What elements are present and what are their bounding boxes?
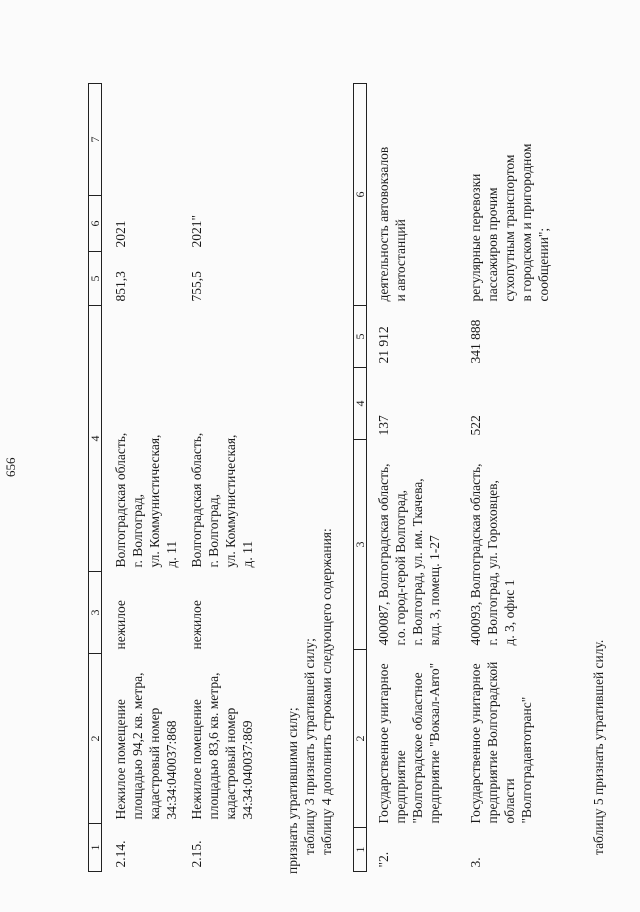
header-cell: 5 <box>89 252 102 306</box>
property-name: Нежилое помещение площадью 94,2 кв. метра, кадастровый номер 34:34:040037:868 <box>113 672 179 820</box>
table-row <box>367 84 463 872</box>
header-cell: 6 <box>89 196 102 252</box>
page-number: 656 <box>3 457 18 477</box>
property-address: Волгоградская область, г. Волгоград, ул. Коммунистическая, д. 11 <box>113 432 179 568</box>
enterprise-name: Государственное унитарное предприятие "Волгоградское областное предприятие "Вокзал-Авто" <box>376 662 442 824</box>
header-cell: 6 <box>354 84 367 306</box>
enterprise-address: 400087, Волгоградская область, г.о. город-герой Волгоград, г. Волгоград, ул. им. Ткачева, влд. 3, помещ. 1-27 <box>376 463 442 646</box>
property-type: нежилое <box>113 600 128 650</box>
property-value: 851,3 <box>113 271 128 302</box>
row-number: 2.14. <box>113 840 128 868</box>
header-cell: 2 <box>354 650 367 828</box>
property-name: Нежилое помещение площадью 83,6 кв. метра, кадастровый номер 34:34:040037:869 <box>188 672 255 820</box>
property-note <box>102 84 186 196</box>
property-type: нежилое <box>188 600 204 650</box>
table-row <box>102 84 186 872</box>
header-cell: 7 <box>89 84 102 196</box>
header-cell: 1 <box>354 828 367 872</box>
paragraph: таблицу 3 признать утратившей силу; <box>302 638 317 855</box>
property-address: Волгоградская область, г. Волгоград, ул. Коммунистическая, д. 11 <box>188 432 255 568</box>
row-number: 3. <box>467 857 483 868</box>
enterprise-value: 341 888 <box>467 319 483 364</box>
paragraph: таблицу 4 дополнить строками следующего содержания: <box>319 528 334 855</box>
activity-type: деятельность автовокзалов и автостанций <box>376 146 408 302</box>
header-cell: 1 <box>89 824 102 872</box>
row-number: 2.15. <box>188 840 204 868</box>
property-table <box>88 83 268 872</box>
property-year: 2021" <box>188 214 204 248</box>
header-cell: 4 <box>354 368 367 440</box>
header-cell: 3 <box>89 572 102 654</box>
enterprise-table <box>353 83 559 872</box>
header-cell: 2 <box>89 654 102 824</box>
employee-count: 137 <box>376 415 391 436</box>
table-row <box>463 84 559 872</box>
paragraph: признать утратившими силу; <box>285 707 300 874</box>
table-row <box>186 84 268 872</box>
header-cell: 4 <box>89 306 102 572</box>
enterprise-value: 21 912 <box>376 326 391 364</box>
enterprise-address: 400093, Волгоградская область, г. Волгоград, ул. Гороховцев, д. 3, офис 1 <box>467 463 517 646</box>
property-value: 755,5 <box>188 271 204 302</box>
employee-count: 522 <box>467 415 483 436</box>
paragraph: таблицу 5 признать утратившей силу. <box>591 639 606 855</box>
enterprise-name: Государственное унитарное предприятие Волгоградской области "Волгоградавтотранс" <box>467 661 534 824</box>
table-header-row <box>354 84 367 872</box>
header-cell: 3 <box>354 440 367 650</box>
property-note <box>186 84 268 196</box>
row-number: "2. <box>376 851 391 868</box>
header-cell: 5 <box>354 306 367 368</box>
property-year: 2021 <box>113 220 128 248</box>
table-header-row <box>89 84 102 872</box>
activity-type: регулярные перевозки пассажиров прочим сухопутным транспортом в городском и пригородном сообщении"; <box>467 143 551 302</box>
